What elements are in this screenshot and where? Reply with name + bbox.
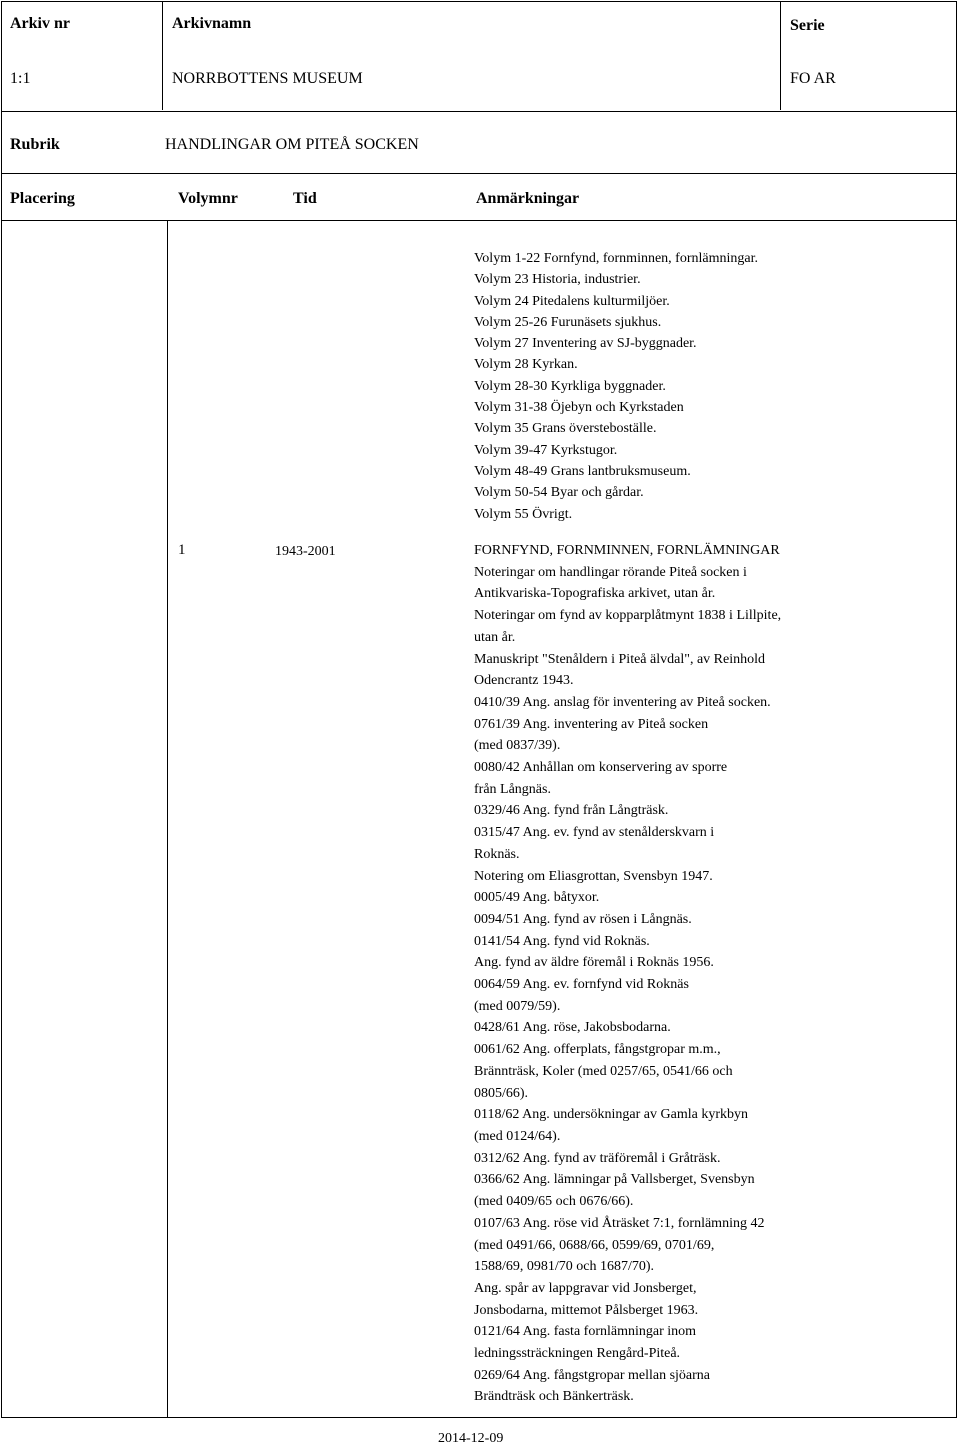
volume-list-item: Volym 23 Historia, industrier. [474, 272, 641, 288]
volume-list-item: Volym 24 Pitedalens kulturmiljöer. [474, 293, 670, 309]
note-line: Noteringar om handlingar rörande Piteå socken i [474, 564, 747, 580]
volume-list-item: Volym 1-22 Fornfynd, fornminnen, fornlämningar. [474, 251, 758, 266]
rubrik-label: Rubrik [10, 136, 60, 153]
note-line: 0121/64 Ang. fasta fornlämningar inom [474, 1324, 697, 1340]
note-line: Roknäs. [474, 846, 520, 862]
note-line: 0805/66). [474, 1085, 529, 1101]
divider-after-columns [2, 220, 956, 221]
note-line: (med 0491/66, 0688/66, 0599/69, 0701/69, [474, 1237, 715, 1253]
volume-list-item: Volym 55 Övrigt. [474, 506, 573, 522]
divider-after-rubrik [2, 173, 956, 174]
divider-after-archive [2, 111, 956, 112]
serie-value: FO AR [790, 70, 836, 87]
column-header-tid: Tid [293, 190, 317, 207]
note-line: 0329/46 Ang. fynd från Långträsk. [474, 803, 669, 819]
note-line: (med 0409/65 och 0676/66). [474, 1194, 634, 1210]
note-line: 0269/64 Ang. fångstgropar mellan sjöarna [474, 1367, 711, 1383]
row-tid: 1943-2001 [275, 544, 336, 559]
note-line: Ang. spår av lappgravar vid Jonsberget, [474, 1280, 697, 1296]
note-line: Brännträsk, Koler (med 0257/65, 0541/66 och [474, 1063, 733, 1079]
note-line: FORNFYND, FORNMINNEN, FORNLÄMNINGAR [474, 543, 780, 558]
note-line: 1588/69, 0981/70 och 1687/70). [474, 1259, 655, 1275]
volume-list-item: Volym 35 Grans översteboställe. [474, 421, 657, 437]
volume-list [474, 248, 944, 525]
column-header-volymnr: Volymnr [178, 190, 238, 207]
volume-list-item: Volym 39-47 Kyrkstugor. [474, 442, 618, 458]
arkivnamn-label: Arkivnamn [172, 15, 252, 32]
note-line: 0312/62 Ang. fynd av träföremål i Gråträsk. [474, 1150, 721, 1166]
column-header-anmarkningar: Anmärkningar [476, 190, 580, 207]
divider-archive-col1 [162, 2, 163, 110]
note-line: Ang. fynd av äldre föremål i Roknäs 1956. [474, 955, 714, 971]
note-line: Jonsbodarna, mittemot Pålsberget 1963. [474, 1302, 699, 1318]
serie-label: Serie [790, 17, 825, 34]
rubrik-value: HANDLINGAR OM PITEÅ SOCKEN [165, 136, 419, 153]
volume-list-item: Volym 25-26 Furunäsets sjukhus. [474, 314, 662, 330]
note-line: 0064/59 Ang. ev. fornfynd vid Roknäs [474, 977, 689, 993]
note-line: Odencrantz 1943. [474, 673, 574, 689]
note-line: 0118/62 Ang. undersökningar av Gamla kyrkbyn [474, 1107, 748, 1123]
volume-list-item: Volym 28-30 Kyrkliga byggnader. [474, 378, 666, 394]
divider-archive-col2 [780, 2, 781, 110]
volume-list-item: Volym 50-54 Byar och gårdar. [474, 485, 644, 501]
divider-placering [167, 220, 168, 1417]
arkivnamn-value: NORRBOTTENS MUSEUM [172, 70, 363, 87]
column-header-placering: Placering [10, 190, 75, 207]
note-line: Noteringar om fynd av kopparplåtmynt 1838 i Lillpite, [474, 608, 782, 624]
note-line: utan år. [474, 629, 516, 645]
note-line: 0410/39 Ang. anslag för inventering av Piteå socken. [474, 694, 771, 710]
note-line: 0366/62 Ang. lämningar på Vallsberget, Svensbyn [474, 1172, 755, 1188]
note-line: 0061/62 Ang. offerplats, fångstgropar m.m., [474, 1042, 721, 1058]
note-line: från Långnäs. [474, 781, 551, 797]
volume-list-item: Volym 48-49 Grans lantbruksmuseum. [474, 463, 691, 479]
row-volymnr: 1 [178, 542, 186, 558]
note-line: 0315/47 Ang. ev. fynd av stenålderskvarn i [474, 825, 715, 841]
note-line: (med 0079/59). [474, 998, 561, 1014]
note-line: 0428/61 Ang. röse, Jakobsbodarna. [474, 1020, 671, 1036]
note-line: Antikvariska-Topografiska arkivet, utan år. [474, 586, 716, 602]
note-line: 0005/49 Ang. båtyxor. [474, 890, 600, 906]
footer-date: 2014-12-09 [438, 1431, 504, 1446]
volume-list-item: Volym 28 Kyrkan. [474, 357, 578, 373]
note-line: ledningssträckningen Rengård-Piteå. [474, 1346, 681, 1362]
note-line: 0107/63 Ang. röse vid Åträsket 7:1, fornlämning 42 [474, 1215, 765, 1231]
note-line: Notering om Eliasgrottan, Svensbyn 1947. [474, 868, 713, 884]
note-line: 0094/51 Ang. fynd av rösen i Långnäs. [474, 911, 692, 927]
note-line: Manuskript "Stenåldern i Piteå älvdal", av Reinhold [474, 651, 765, 667]
note-line: Brändträsk och Bänkerträsk. [474, 1389, 634, 1405]
row-notes [474, 540, 944, 1408]
note-line: (med 0124/64). [474, 1128, 561, 1144]
note-line: 0080/42 Anhållan om konservering av sporre [474, 760, 728, 776]
volume-list-item: Volym 27 Inventering av SJ-byggnader. [474, 336, 697, 352]
note-line: (med 0837/39). [474, 738, 561, 754]
note-line: 0761/39 Ang. inventering av Piteå socken [474, 716, 709, 732]
note-line: 0141/54 Ang. fynd vid Roknäs. [474, 933, 650, 949]
arkiv-nr-label: Arkiv nr [10, 15, 70, 32]
arkiv-nr-value: 1:1 [10, 70, 31, 87]
volume-list-item: Volym 31-38 Öjebyn och Kyrkstaden [474, 400, 684, 416]
